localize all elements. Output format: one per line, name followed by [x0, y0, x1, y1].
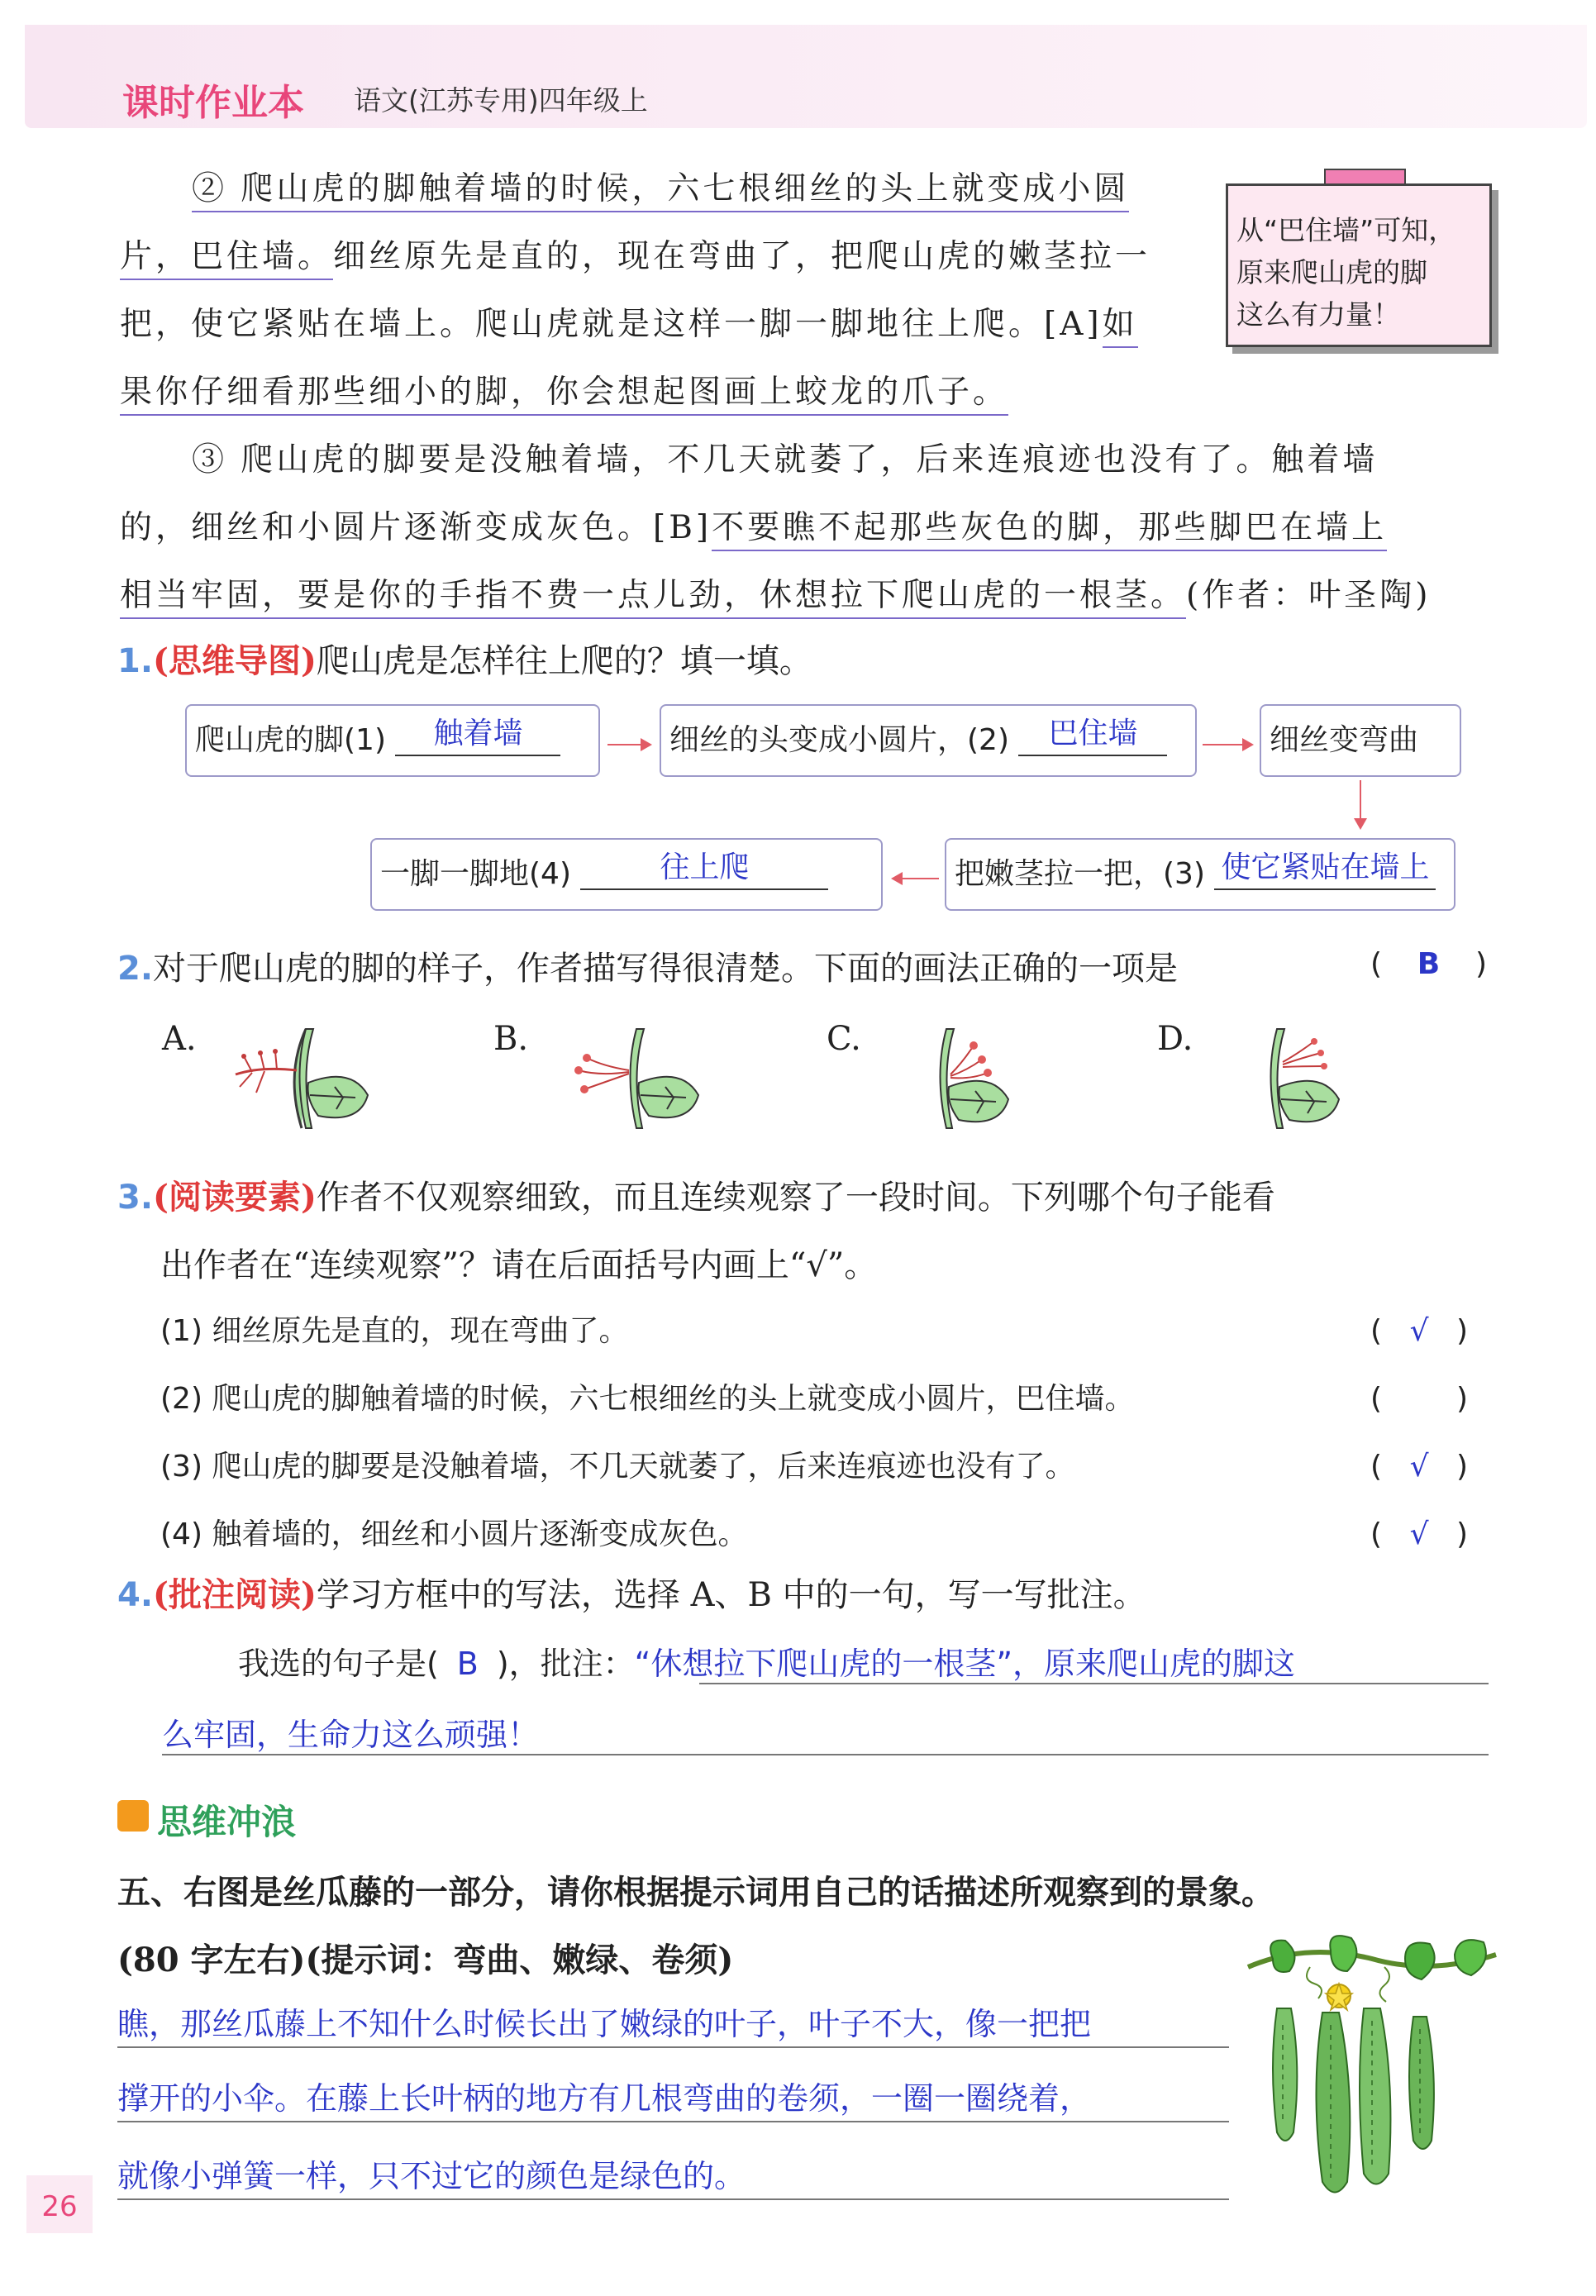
- writing-line: [117, 2198, 1229, 2200]
- q5-answer-line-2[interactable]: 撑开的小伞。在藤上长叶柄的地方有几根弯曲的卷须，一圈一圈绕着，: [117, 2080, 1092, 2117]
- q3-check-3[interactable]: √: [1409, 1450, 1429, 1484]
- option-c-drawing[interactable]: [884, 1025, 1033, 1132]
- option-c-label: C.: [827, 1020, 861, 1058]
- q4-annotation-2[interactable]: 么牢固，生命力这么顽强！: [162, 1717, 540, 1753]
- q3-items: [160, 1298, 1134, 1569]
- passage-line: 的，细丝和小圆片逐渐变成灰色。[B]不要瞧不起那些灰色的脚，那些脚巴在墙上: [120, 494, 1387, 562]
- mindmap-box-1: 爬山虎的脚(1) 触着墙: [185, 704, 600, 777]
- q3-item: (4) 触着墙的，细丝和小圆片逐渐变成灰色。: [160, 1517, 748, 1551]
- passage-line: 片，巴住墙。细丝原先是直的，现在弯曲了，把爬山虎的嫩茎拉一: [120, 223, 1151, 291]
- q3-item: (3) 爬山虎的脚要是没触着墙，不几天就萎了，后来连痕迹也没有了。: [160, 1450, 1075, 1484]
- answer-blank-1[interactable]: 触着墙: [395, 713, 560, 756]
- question-2: 2.对于爬山虎的脚的样子，作者描写得很清楚。下面的画法正确的一项是: [117, 950, 1179, 988]
- q5-answer-line-3[interactable]: 就像小弹簧一样，只不过它的颜色是绿色的。: [117, 2158, 746, 2194]
- writing-line: [117, 2046, 1229, 2048]
- annotation-note: 从“巴住墙”可知， 原来爬山虎的脚 这么有力量！: [1226, 183, 1492, 347]
- question-1: 1.(思维导图)爬山虎是怎样往上爬的？填一填。: [117, 641, 812, 680]
- writing-line: [699, 1683, 1489, 1684]
- q3-item: (1) 细丝原先是直的，现在弯曲了。: [160, 1314, 629, 1348]
- passage-line: ② 爬山虎的脚触着墙的时候，六七根细丝的头上就变成小圆: [192, 155, 1129, 223]
- passage-line: ③ 爬山虎的脚要是没触着墙，不几天就萎了，后来连痕迹也没有了。触着墙: [192, 441, 1379, 479]
- question-5: 五、右图是丝瓜藤的一部分，请你根据提示词用自己的话描述所观察到的景象。: [117, 1873, 1274, 1912]
- q3-answer-column: ( √ ) ( ) ( √ ) ( √ ): [1370, 1298, 1468, 1569]
- option-d-label: D.: [1157, 1020, 1193, 1058]
- answer-blank-2[interactable]: 巴住墙: [1018, 713, 1167, 756]
- arrow-right: [1203, 744, 1252, 745]
- option-a-label: A.: [162, 1020, 197, 1058]
- option-b-drawing[interactable]: [558, 1025, 707, 1132]
- mindmap-box-4: 把嫩茎拉一把，(3) 使它紧贴在墙上: [945, 838, 1455, 911]
- section-title: 思维冲浪: [157, 1802, 297, 1842]
- passage-line: 把，使它紧贴在墙上。爬山虎就是这样一脚一脚地往上爬。[A]如: [120, 291, 1138, 359]
- option-a-drawing[interactable]: [227, 1025, 376, 1132]
- question-3: 3.(阅读要素)作者不仅观察细致，而且连续观察了一段时间。下列哪个句子能看 出作者在“连续观察”？请在后面括号内画上“√”。: [117, 1178, 1275, 1284]
- q3-item: (2) 爬山虎的脚触着墙的时候，六七根细丝的头上就变成小圆片，巴住墙。: [160, 1382, 1135, 1416]
- q3-check-1[interactable]: √: [1409, 1314, 1429, 1348]
- page-number: 26: [26, 2175, 93, 2233]
- arrow-left: [893, 878, 939, 879]
- arrow-down: [1360, 780, 1361, 828]
- q4-answer-line: 我选的句子是( B )，批注：“休想拉下爬山虎的一根茎”，原来爬山虎的脚这: [238, 1646, 1296, 1682]
- mindmap-box-3: 细丝变弯曲: [1260, 704, 1461, 777]
- option-b-label: B.: [493, 1020, 529, 1058]
- arrow-right: [607, 744, 650, 745]
- q3-check-4[interactable]: √: [1409, 1517, 1429, 1551]
- wave-icon: [117, 1800, 149, 1832]
- passage-line: 相当牢固，要是你的手指不费一点儿劲，休想拉下爬山虎的一根茎。(作者：叶圣陶): [120, 562, 1431, 630]
- q4-annotation-1[interactable]: “休想拉下爬山虎的一根茎”，原来爬山虎的脚这: [634, 1646, 1296, 1682]
- q5-answer-line-1[interactable]: 瞧，那丝瓜藤上不知什么时候长出了嫩绿的叶子，叶子不大，像一把把: [117, 2006, 1092, 2042]
- writing-line: [117, 2121, 1229, 2122]
- q2-answer[interactable]: B: [1417, 947, 1441, 981]
- mindmap-box-2: 细丝的头变成小圆片，(2) 巴住墙: [660, 704, 1197, 777]
- answer-blank-4[interactable]: 往上爬: [580, 847, 828, 890]
- passage-line: 果你仔细看那些细小的脚，你会想起图画上蛟龙的爪子。: [120, 359, 1008, 426]
- book-subtitle: 语文(江苏专用)四年级上: [354, 84, 648, 117]
- option-d-drawing[interactable]: [1215, 1025, 1364, 1132]
- mindmap-box-5: 一脚一脚地(4) 往上爬: [370, 838, 883, 911]
- answer-blank-3[interactable]: 使它紧贴在墙上: [1214, 847, 1436, 890]
- question-4: 4.(批注阅读)学习方框中的写法，选择 A、B 中的一句，写一写批注。: [117, 1575, 1146, 1614]
- book-title: 课时作业本: [122, 82, 304, 124]
- loofah-vine-illustration: [1240, 1934, 1504, 2215]
- writing-line: [162, 1754, 1489, 1755]
- question-5-hint: (80 字左右)(提示词：弯曲、嫩绿、卷须): [117, 1941, 734, 1979]
- q4-choice[interactable]: B: [456, 1646, 479, 1682]
- q2-answer-paren: ( B ): [1370, 947, 1487, 981]
